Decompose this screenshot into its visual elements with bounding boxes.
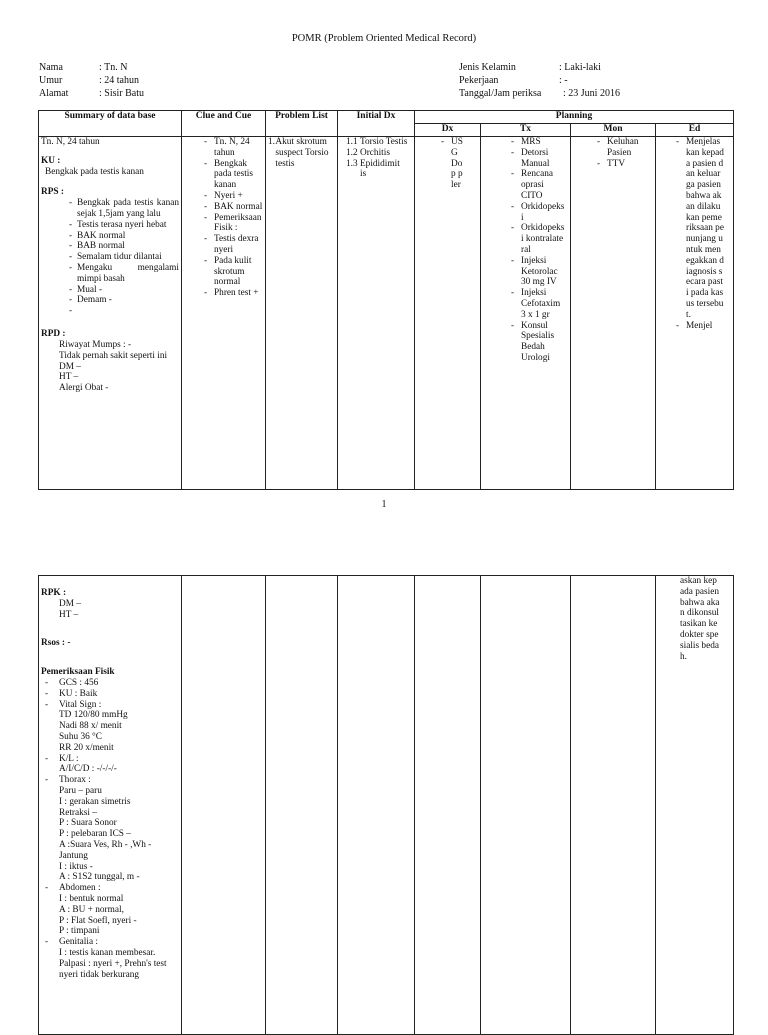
problem-number: 1.	[268, 137, 275, 147]
initial-dx-cell-page2	[338, 576, 415, 1035]
header-mon: Mon	[571, 124, 656, 137]
list-item: - Testis terasa nyeri hebat	[65, 220, 179, 231]
rpd-line: Alergi Obat -	[59, 383, 109, 394]
rpk-label: RPK :	[41, 588, 67, 598]
tx-list	[483, 137, 568, 364]
pf-line: Suhu 36 °C	[59, 731, 102, 742]
page-number: 1	[381, 499, 387, 510]
rpd-line: Riwayat Mumps : -	[59, 339, 132, 350]
rps-label: RPS :	[41, 187, 64, 198]
initial-dx-item	[340, 137, 412, 148]
list-item: - Testis dexra nyeri	[200, 234, 263, 256]
pf-line: I : bentuk normal	[59, 893, 124, 904]
pf-line: Nadi 88 x/ menit	[59, 721, 122, 732]
value-umur: : 24 tahun	[99, 75, 139, 86]
summary-cell	[39, 137, 182, 490]
rpk-line: DM –	[59, 598, 81, 609]
header-dx: Dx	[415, 124, 481, 137]
list-item: - BAK normal	[200, 202, 263, 213]
list-item: - BAK normal	[65, 231, 179, 242]
ed-cell	[656, 137, 734, 490]
rpd-lines	[41, 340, 179, 394]
list-item: - Semalam tidur dilantai	[65, 252, 179, 263]
initial-dx-text: Torsio Testis	[360, 137, 408, 147]
initial-dx-cell	[338, 137, 415, 490]
pf-line: I : gerakan simetris	[59, 796, 131, 807]
rpd-line: DM –	[59, 361, 81, 372]
value-alamat: : Sisir Batu	[99, 88, 145, 99]
initial-dx-item	[340, 159, 412, 181]
list-item: - Konsul Spesialis Bedah Urologi	[507, 321, 565, 364]
clue-cell	[182, 137, 266, 490]
ed-continued: askan kepada pasien bahwa akan dikonsultasikan ke dokter spesialis bedah.	[680, 576, 720, 662]
pf-line: I : testis kanan membesar.	[59, 947, 156, 958]
initial-dx-num: 1.1	[346, 137, 358, 147]
list-item: - Tn. N, 24 tahun	[200, 137, 263, 159]
list-item	[65, 306, 179, 317]
pf-line: P : Flat Soefl, nyeri -	[59, 915, 137, 926]
problem-text: Akut skrotum suspect Torsio testis	[275, 137, 329, 169]
list-item: - Phren test +	[200, 288, 263, 299]
rpd-label: RPD :	[41, 329, 66, 340]
pf-line: P : pelebaran ICS –	[59, 829, 131, 840]
pf-line: Paru – paru	[59, 785, 102, 796]
label-nama: Nama	[39, 62, 63, 73]
clue-list	[184, 137, 263, 234]
document-title: POMR (Problem Oriented Medical Record)	[291, 33, 477, 44]
pf-line: I : iktus -	[59, 861, 93, 872]
problem-cell	[266, 137, 338, 490]
header-initial: Initial Dx	[338, 111, 415, 137]
list-item: - Menjel	[672, 321, 731, 332]
pf-list	[41, 678, 179, 980]
rps-list	[41, 198, 179, 317]
ed-list	[658, 137, 731, 331]
list-item: - Rencana oprasi CITO	[507, 169, 561, 201]
list-item: - Mengaku mengalami mimpi basah	[65, 263, 179, 285]
problem-cell-page2	[266, 576, 338, 1035]
list-item	[41, 700, 179, 754]
mon-list	[573, 137, 653, 169]
pf-line: P : timpani	[59, 926, 100, 937]
pf-line: Retraksi –	[59, 807, 97, 818]
ku-text: Bengkak pada testis kanan	[45, 166, 144, 177]
list-item: - Orkidopeksi kontralateral	[507, 223, 565, 255]
list-item: - Detorsi Manual	[507, 148, 568, 170]
header-summary: Summary of data base	[39, 111, 182, 137]
mon-cell-page2	[571, 576, 656, 1035]
clue-cell-page2	[182, 576, 266, 1035]
pomr-table-page1	[38, 110, 734, 490]
list-item: - Pada kulit skrotum normal	[200, 256, 263, 288]
rpd-line: Tidak pernah sakit seperti ini	[59, 350, 168, 361]
list-item	[41, 754, 179, 776]
list-item: - Orkidopeksi	[507, 202, 565, 224]
mon-cell	[571, 137, 656, 490]
list-item: - Pemeriksaan Fisik :	[200, 213, 263, 235]
pf-line: A : BU + normal,	[59, 904, 124, 915]
list-item	[41, 689, 179, 700]
pf-head: Abdomen :	[59, 883, 101, 894]
initial-dx-item	[340, 148, 412, 159]
header-planning: Planning	[415, 111, 734, 124]
pf-head: Genitalia :	[59, 937, 98, 948]
pf-line: A : S1S2 tunggal, m -	[59, 872, 140, 883]
label-umur: Umur	[39, 75, 63, 86]
list-item: - Bengkak pada testis kanan sejak 1,5jam yang lalu	[65, 198, 179, 220]
initial-dx-num: 1.3	[346, 158, 358, 169]
problem-item	[268, 137, 335, 169]
pf-line: Jantung	[59, 850, 88, 861]
pomr-table-page2	[38, 575, 734, 1035]
list-item	[41, 883, 179, 937]
header-tx: Tx	[481, 124, 571, 137]
list-item: - BAB normal	[65, 241, 179, 252]
label-pekerjaan: Pekerjaan	[459, 75, 499, 86]
pf-label: Pemeriksaan Fisik	[41, 667, 115, 678]
tx-cell-page2	[481, 576, 571, 1035]
pf-head: Vital Sign :	[59, 699, 102, 710]
list-item: - Injeksi Cefotaxim 3 x 1 gr	[507, 288, 565, 320]
pf-line: A/I/C/D : -/-/-/-	[59, 764, 117, 775]
label-alamat: Alamat	[39, 88, 69, 99]
rpd-line: HT –	[59, 372, 79, 383]
list-item: - Nyeri +	[200, 191, 263, 202]
list-item: - TTV	[593, 159, 653, 170]
rpk-lines	[41, 599, 179, 621]
pf-line: TD 120/80 mmHg	[59, 710, 128, 721]
list-item: - Injeksi Ketorolac 30 mg IV	[507, 256, 565, 288]
label-jenis-kelamin: Jenis Kelamin	[459, 62, 516, 73]
pf-head: K/L :	[59, 753, 79, 764]
pf-line: A :Suara Ves, Rh - ,Wh -	[59, 839, 152, 850]
value-pekerjaan: : -	[559, 75, 568, 86]
pf-head: KU : Baik	[59, 688, 98, 699]
header-ed: Ed	[656, 124, 734, 137]
ku-label: KU :	[41, 155, 61, 166]
initial-dx-text: Orchitis	[360, 147, 390, 158]
pf-line: RR 20 x/menit	[59, 742, 114, 753]
header-problem: Problem List	[266, 111, 338, 137]
initial-dx-text: Epididimitis	[360, 158, 400, 180]
list-item: - Bengkak pada testis kanan	[200, 159, 263, 191]
value-tanggal: : 23 Juni 2016	[563, 88, 620, 99]
summary-name-line: Tn. N, 24 tahun	[41, 137, 100, 147]
list-item	[41, 775, 179, 883]
value-jenis-kelamin: : Laki-laki	[559, 62, 601, 73]
list-item: - Demam -	[65, 295, 179, 306]
value-nama: : Tn. N	[99, 62, 128, 73]
patient-info-right	[459, 61, 620, 100]
summary-cell-page2	[39, 576, 182, 1035]
header-clue: Clue and Cue	[182, 111, 266, 137]
pf-head: GCS : 456	[59, 677, 99, 688]
pf-line: Palpasi : nyeri +, Prehn's test nyeri tidak berkurang	[59, 958, 167, 980]
tx-cell	[481, 137, 571, 490]
rsos-label: Rsos : -	[41, 638, 71, 649]
pf-line: P : Suara Sonor	[59, 818, 117, 829]
label-tanggal: Tanggal/Jam periksa	[459, 88, 542, 99]
clue-list-2	[184, 234, 263, 299]
list-item: - Mual -	[65, 285, 179, 296]
list-item	[41, 937, 179, 980]
patient-info-left	[39, 61, 144, 100]
list-item: - MRS	[507, 137, 568, 148]
list-item	[41, 678, 179, 689]
list-item: - US G Dop pler	[437, 137, 465, 191]
ed-cell-page2	[656, 576, 734, 1035]
list-item: - Menjelaskan kepada pasien dan keluarga pasien bahwa akan dilakukan pemeriksaan penunjang untuk menegakkan diagnosis secara pasti pada kasus tersebut.	[672, 137, 724, 321]
rpk-line: HT –	[59, 609, 79, 620]
dx-list	[417, 137, 478, 191]
dx-cell	[415, 137, 481, 490]
initial-dx-num: 1.2	[346, 147, 358, 158]
list-item: - Keluhan Pasien	[593, 137, 655, 159]
pf-head: Thorax :	[59, 775, 91, 786]
dx-cell-page2	[415, 576, 481, 1035]
